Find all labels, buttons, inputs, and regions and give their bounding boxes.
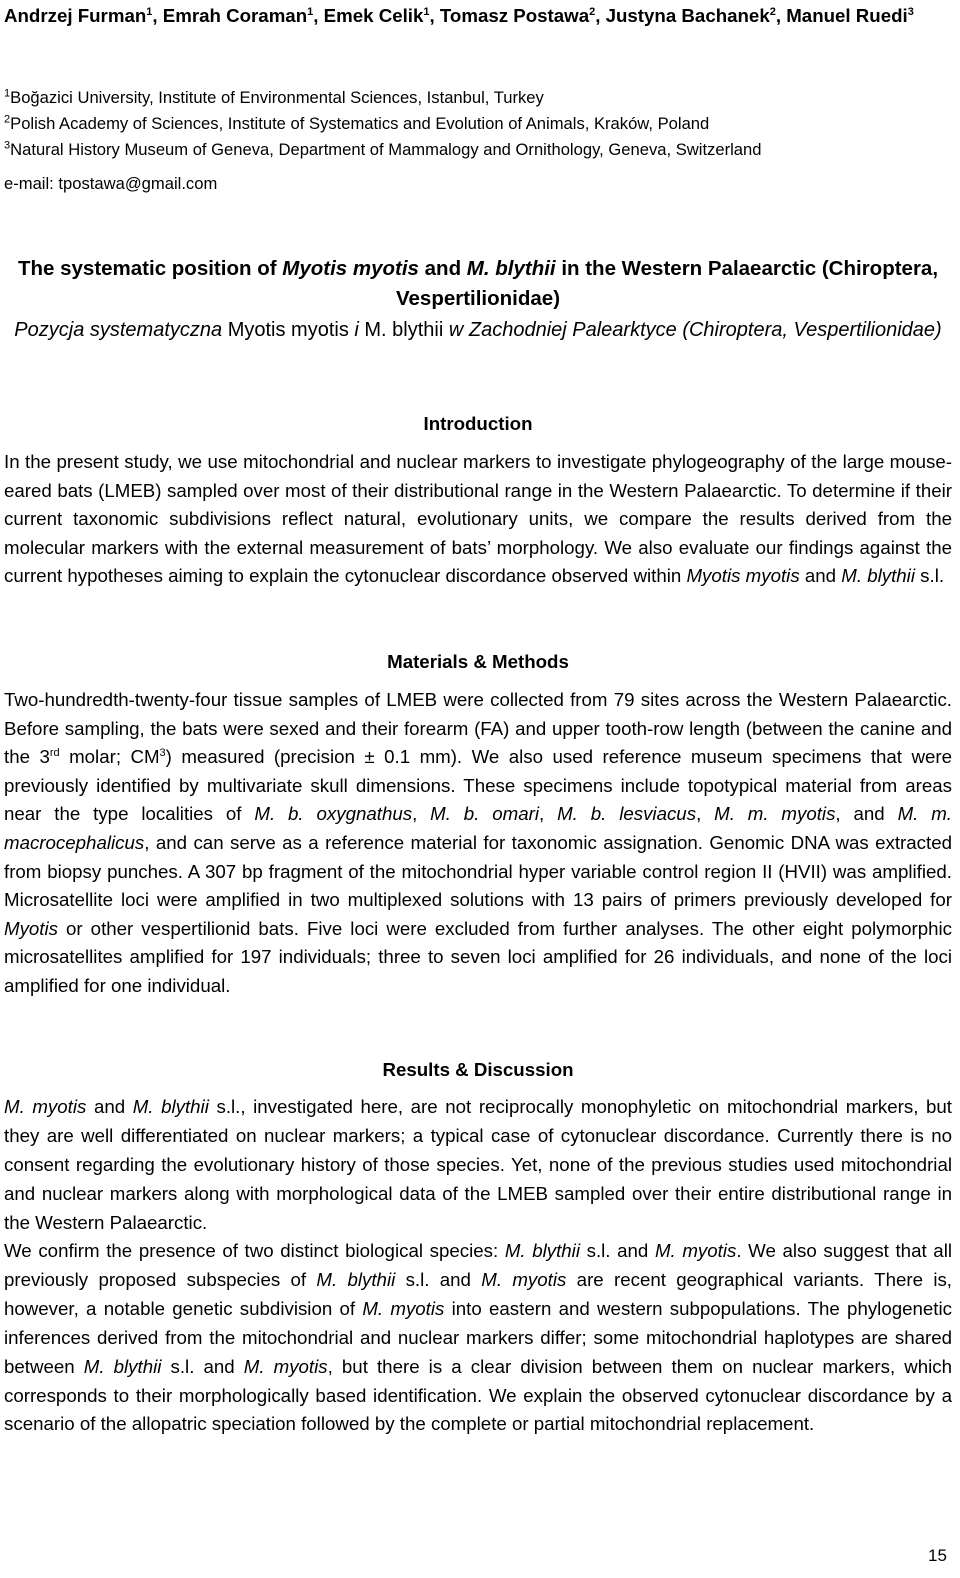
results-paragraph: M. myotis and M. blythii s.l., investigated here, are not reciprocally monophyletic on mitochondrial markers, but they are well differentiated on nuclear markers; a typical case of cytonuclear discordance. Currently there is no consent regarding the evolutionary history of those species. Yet, none of the previous studies used mitochondrial and nuclear markers along with morphological data of the LMEB sampled over their entire distributional range in the Western Palaearctic. bbox=[4, 1096, 952, 1233]
discussion-paragraph: We confirm the presence of two distinct biological species: M. blythii s.l. and M. myotis. We also suggest that all previously proposed subspecies of M. blythii s.l. and M. myotis are recent geographical variants. There is, however, a notable genetic subdivision of M. myotis into eastern and western subpopulations. The phylogenetic inferences derived from the mitochondrial and nuclear markers differ; some mitochondrial haplotypes are shared between M. blythii s.l. and M. myotis, but there is a clear division between them on nuclear markers, which corresponds to their morphologically based identification. We explain the observed cytonuclear discordance by a scenario of the allopatric speciation followed by the complete or partial mitochondrial replacement. bbox=[4, 1240, 953, 1435]
affiliation-mark: 1 bbox=[423, 5, 430, 18]
author-name: Emrah Coraman bbox=[162, 5, 308, 26]
affiliation-list bbox=[4, 85, 956, 163]
affiliation bbox=[4, 111, 956, 137]
author-name: Emek Celik bbox=[323, 5, 424, 26]
paper-title: The systematic position of Myotis myotis and M. blythii in the Western Palaearctic (Chiroptera, Vespertilionidae) bbox=[17, 257, 939, 310]
affiliation-text: Natural History Museum of Geneva, Department of Mammalogy and Ornithology, Geneva, Switzerland bbox=[10, 140, 762, 159]
methods-paragraph: Two-hundredth-twenty-four tissue samples of LMEB were collected from 79 sites across the Western Palaearctic. Before sampling, the bats were sexed and their forearm (FA) and upper tooth-row length (between the canine and the 3rd molar; $CM^3$) measured (precision ± 0.1 mm). We also used reference museum specimens that were previously identified by multivariate skull dimensions. These specimens include topotypical material from areas near the type localities of M. b. oxygnathus, M. b. omari, M. b. lesviacus, M. m. myotis, and M. m. macrocephalicus, and can serve as a reference material for taxonomic assignation. Genomic DNA was extracted from biopsy punches. A 307 bp fragment of the mitochondrial hyper variable control region II (HVII) was amplified. Microsatellite loci were amplified in two multiplexed solutions with 13 pairs of primers previously developed for Myotis or other vespertilionid bats. Five loci were excluded from further analyses. The other eight polymorphic microsatellites amplified for 197 individuals; three to seven loci amplified for 26 individuals, and none of the loci amplified for one individual. bbox=[4, 689, 952, 996]
author-list: Andrzej Furman$^1$, Emrah Coraman$^1$, Emek Celik$^1$, Tomasz Postawa$^2$, Justyna Bachanek$^2$, Manuel Ruedi$^3$ bbox=[4, 5, 914, 26]
affiliation-mark: 1 bbox=[4, 87, 11, 100]
affiliation-mark: 1 bbox=[146, 5, 153, 18]
page-number: 15 bbox=[928, 1546, 947, 1565]
affiliation-mark: 2 bbox=[4, 113, 11, 126]
affiliation bbox=[4, 137, 956, 163]
author-name: Manuel Ruedi bbox=[786, 5, 908, 26]
title-block bbox=[4, 254, 952, 346]
author-name: Andrzej Furman bbox=[4, 5, 147, 26]
author-name: Tomasz Postawa bbox=[439, 5, 590, 26]
affiliation-mark: 3 bbox=[907, 5, 914, 18]
introduction-paragraph: In the present study, we use mitochondrial and nuclear markers to investigate phylogeography of the large mouse-eared bats (LMEB) sampled over most of their distributional range in the Western Palaearctic. To determine if their current taxonomic subdivisions reflect natural, evolutionary units, we compare the results derived from the molecular markers with the external measurement of bats’ morphology. We also evaluate our findings against the current hypotheses aiming to explain the cytonuclear discordance observed within Myotis myotis and M. blythii s.l. bbox=[4, 451, 952, 587]
affiliation-mark: 2 bbox=[589, 5, 596, 18]
affiliation-mark: 1 bbox=[307, 5, 314, 18]
section-heading-results: Results & Discussion bbox=[382, 1059, 574, 1080]
affiliation-text: Polish Academy of Sciences, Institute of Systematics and Evolution of Animals, Kraków, Poland bbox=[10, 114, 710, 133]
section-heading-methods: Materials & Methods bbox=[387, 651, 569, 672]
section-heading-introduction: Introduction bbox=[423, 413, 533, 434]
contact-email: e-mail: tpostawa@gmail.com bbox=[4, 174, 218, 193]
affiliation-text: Boğazici University, Institute of Environmental Sciences, Istanbul, Turkey bbox=[10, 88, 544, 107]
author-name: Justyna Bachanek bbox=[605, 5, 770, 26]
affiliation-mark: 3 bbox=[4, 139, 11, 152]
affiliation bbox=[4, 85, 956, 111]
paper-title-polish: Pozycja systematyczna Myotis myotis i M. blythii w Zachodniej Palearktyce (Chiroptera, Vespertilionidae) bbox=[14, 319, 942, 341]
affiliation-mark: 2 bbox=[769, 5, 776, 18]
